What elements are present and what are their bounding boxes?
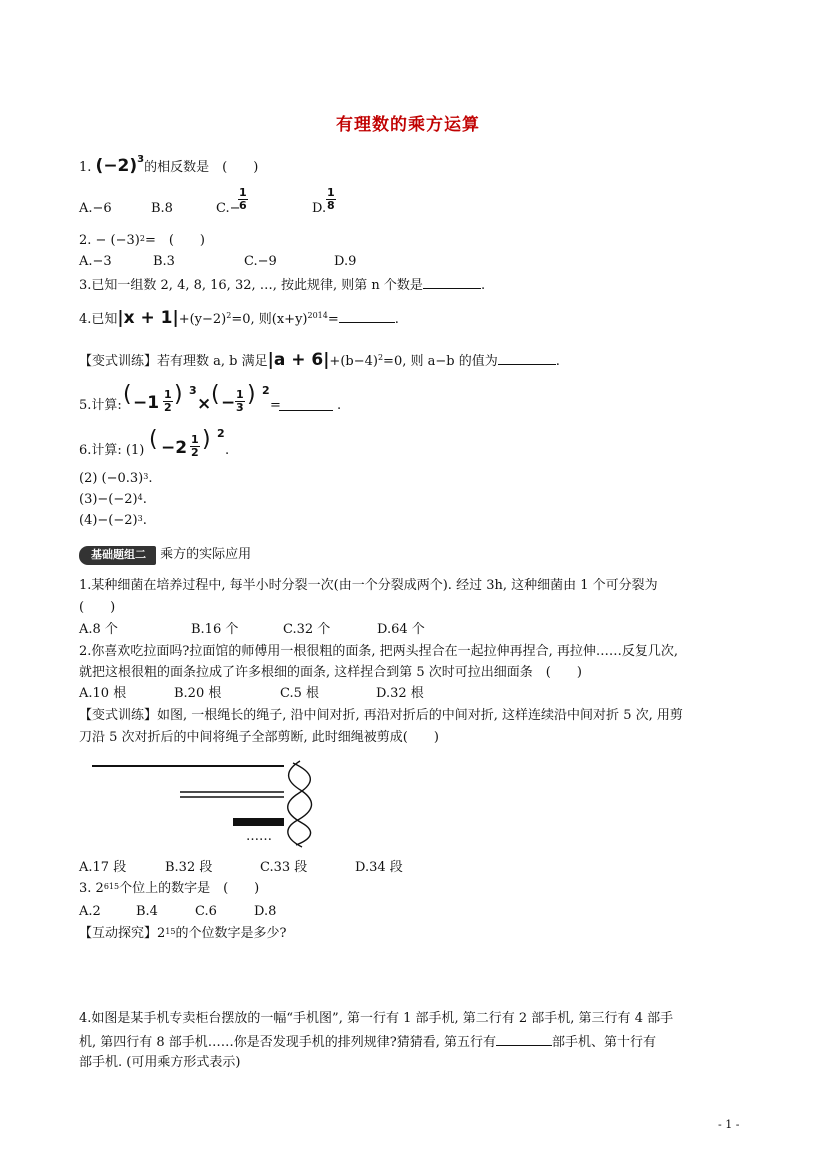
close-paren: ) [247,382,256,407]
s2-question-1: 1.某种细菌在培养过程中, 每半小时分裂一次(由一个分裂成两个). 经过 3h, 这种细菌由 1 个可分裂为 [79,578,658,593]
variant-training-1: 【变式训练】若有理数 a, b 满足$|a + 6|+(b-4)^2=0$, 则 a−b 的值为 . [79,350,560,370]
s2-question-2-line-2: 就把这根很粗的面条拉成了许多根细的面条, 这样捏合到第 5 次时可拉出细面条 ( ) [79,665,582,680]
option-a: A.8 个 [79,622,118,637]
exponent: 2 [139,234,145,243]
option-b: B.8 [151,201,173,216]
option-b: B.20 根 [174,686,222,701]
exponent: 2 [377,353,384,362]
section-label: 乘方的实际应用 [160,547,252,562]
question-text: 2. − (−3) [79,233,140,248]
option-c: C.−9 [244,254,277,269]
option-b: B.32 段 [165,860,213,875]
exponent: 615 [103,882,120,891]
variant-training-2-line-1: 【变式训练】如图, 一根绳长的绳子, 沿中间对折, 再沿对折后的中间对折, 这样连续沿中间对折 5 次, 用剪 [79,708,683,723]
open-paren: ( [149,427,158,452]
question-4: 4.已知$|x + 1|+(y-2)^2=0$, 则$(x+y)^{2014}=$ . [79,308,399,328]
page-number: - 1 - [718,1118,740,1131]
s2-question-4-line-3: 部手机. (可用乘方形式表示) [79,1055,241,1070]
option-a: A.17 段 [79,860,127,875]
exponent: 3 [143,472,149,481]
question-tail: = ( ) [144,233,206,248]
option-b: B.16 个 [191,622,239,637]
option-c: C.5 根 [280,686,320,701]
option-d: D.64 个 [377,622,425,637]
option-a: A.10 根 [79,686,127,701]
fraction: $\frac{1}{2}$ [164,388,172,414]
exponent: 2 [262,384,270,397]
option-d-prefix: D. [312,201,327,216]
question-6-part-3: $(3)-(-2)^4$. [79,492,147,507]
s2-question-4-line-1: 4.如图是某手机专卖柜台摆放的一幅“手机图”, 第一行有 1 部手机, 第二行有 2 部手机, 第三行有 4 部手 [79,1011,674,1026]
whole-part: −1 [133,393,160,413]
variant-prefix: 【变式训练】若有理数 a, b 满足 [79,354,268,369]
variant-training-2-line-2: 刀沿 5 次对折后的中间将绳子全部剪断, 此时细绳被剪成( ) [79,730,439,745]
option-a: A.−6 [79,201,112,216]
exponent: 2014 [307,311,328,320]
s2-question-2-line-1: 2.你喜欢吃拉面吗?拉面馆的师傅用一根很粗的面条, 把两头捏合在一起拉伸再捏合, 再拉伸……反复几次, [79,644,679,659]
fraction: $\frac{1}{3}$ [236,388,244,414]
question-prefix: 4.已知 [79,312,118,327]
exponent: 4 [137,493,143,502]
option-a: A.−3 [79,254,112,269]
s2-question-3: 3. $2^{615}$个位上的数字是 ( ) [79,881,260,896]
option-a: A.2 [79,904,101,919]
exponent: 3 [137,154,145,165]
close-paren: ) [174,382,183,407]
s2-question-4-line-2: 机, 第四行有 8 部手机……你是否发现手机的排列规律?猜猜看, 第五行有 部手机、第十行有 [79,1035,657,1050]
absolute-value-expression: |a + 6| [267,350,330,370]
exponent: 3 [137,514,143,523]
section-badge: 基础题组二 [79,546,156,565]
math-expression: (−2) [95,156,138,176]
option-c-prefix: C.− [216,201,241,216]
open-paren: ( [211,382,220,407]
question-number: 1. [79,160,92,175]
option-c-fraction: $\frac{1}{6}$ [239,186,247,212]
question-6-part-4: $(4)-(-2)^3$. [79,513,147,528]
close-paren: ) [202,427,211,452]
option-c: C.32 个 [283,622,331,637]
question-1 [79,154,259,176]
interactive-exploration: 【互动探究】$2^{15}$的个位数字是多少? [79,926,287,941]
exponent: 3 [189,384,197,397]
answer-blank[interactable] [423,276,481,289]
minus-sign: − [221,393,236,413]
answer-blank-row-5[interactable] [496,1033,552,1046]
question-2 [79,233,205,249]
option-d-fraction: $\frac{1}{8}$ [327,186,335,212]
option-b: B.3 [153,254,175,269]
exponent: 2 [226,311,232,320]
open-paren: ( [123,382,132,407]
option-b: B.4 [136,904,158,919]
fraction: $\frac{1}{2}$ [191,433,199,459]
question-prefix: 6.计算: (1) [79,443,145,458]
section-header [79,546,251,565]
rope-folding-figure [80,755,340,855]
answer-blank[interactable] [339,310,395,323]
exponent: 15 [165,927,176,936]
question-text: 3.已知一组数 2, 4, 8, 16, 32, …, 按此规律, 则第 n 个数是 [79,278,423,293]
page-title: 有理数的乘方运算 [336,115,480,135]
answer-blank[interactable] [279,398,333,411]
rope-twist-curve-1 [288,763,311,845]
question-3: 3.已知一组数 2, 4, 8, 16, 32, …, 按此规律, 则第 n 个数是 . [79,278,486,293]
option-c: C.6 [195,904,217,919]
times-sign: × [197,394,212,414]
ellipsis: …… [246,829,272,844]
option-d: D.32 根 [376,686,424,701]
option-d: D.34 段 [355,860,403,875]
whole-part: −2 [161,438,188,458]
option-d: D.8 [254,904,277,919]
question-prefix: 5.计算: [79,398,122,413]
exponent: 2 [217,427,225,440]
answer-blank[interactable] [498,352,556,365]
option-d: D.9 [334,254,357,269]
option-c: C.33 段 [260,860,308,875]
question-6-part-2: (2) $(-0.3)^3$. [79,471,153,486]
multi-folded-rope [233,818,284,826]
absolute-value-expression: |x + 1| [117,308,179,328]
question-text: 的相反数是 ( ) [144,160,259,175]
s2-question-1-bracket: ( ) [79,600,116,615]
